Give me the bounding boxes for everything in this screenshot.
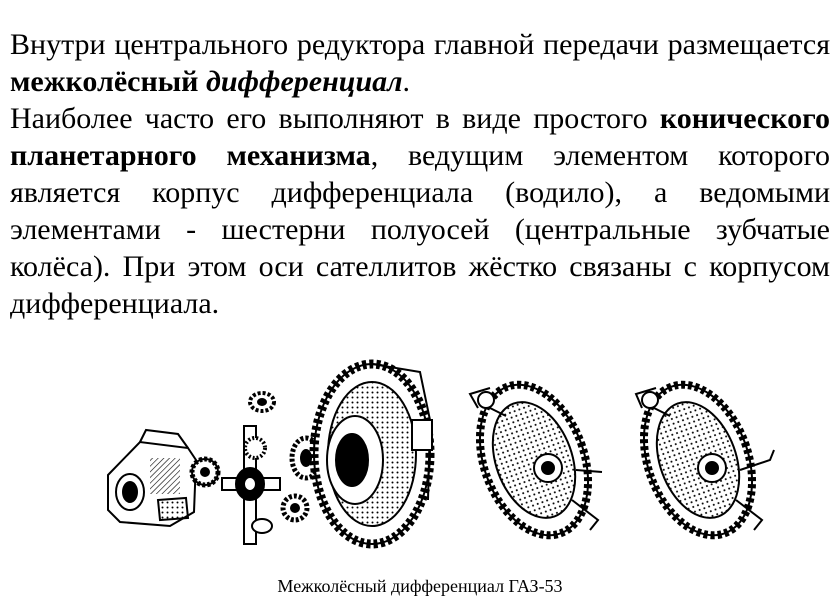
paragraph-intro: Внутри центрального редуктора главной передачи размещается межколёсный дифференциал. bbox=[10, 28, 830, 98]
term-differential: дифференциал bbox=[205, 65, 403, 98]
differential-illustration bbox=[0, 350, 840, 560]
term-planetary-mechanism: конического планетарного механизма bbox=[10, 102, 830, 172]
figure-caption: Межколёсный дифференциал ГАЗ-53 bbox=[277, 576, 563, 596]
planet-gear-bottom bbox=[252, 496, 307, 533]
term-interwheel: межколёсный bbox=[10, 65, 199, 98]
exploded-view bbox=[108, 364, 432, 544]
body-text bbox=[10, 26, 830, 322]
assembled-view-side bbox=[624, 370, 774, 551]
ring-gear bbox=[314, 364, 432, 544]
differential-housing-half bbox=[108, 430, 196, 526]
assembled-view-front bbox=[460, 370, 607, 551]
paragraph-description-rest: , ведущим элементом которого является корпус дифференциала (водило), а ведомыми элементами - шестерни полуосей (центральные зубчатые колёса). При этом оси сателлитов жёстко связаны с корпусом дифференциала. bbox=[10, 139, 831, 320]
paragraph-description-start: Наиболее часто его выполняют в виде простого bbox=[10, 102, 660, 135]
planet-gear-left bbox=[192, 459, 218, 485]
paragraph-intro-start: Внутри центрального редуктора главной передачи размещается bbox=[10, 28, 830, 61]
paragraph-description bbox=[10, 100, 830, 322]
